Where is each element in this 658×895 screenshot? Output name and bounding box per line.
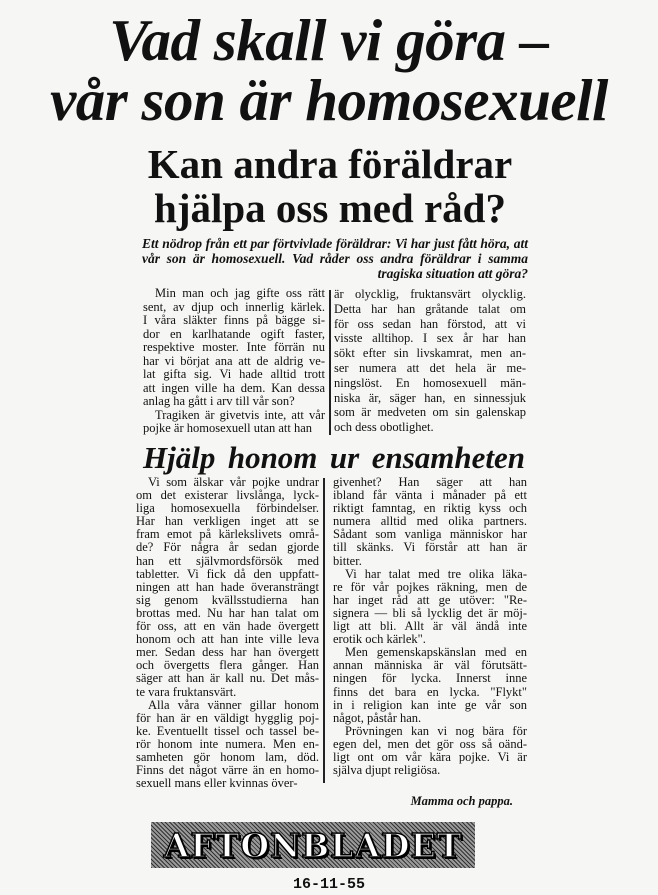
- subheadline-line-2: hjälpa oss med råd?: [154, 185, 506, 231]
- aftonbladet-masthead-logo: [151, 822, 475, 868]
- subheading: Hjälp honom ur ensamheten: [143, 440, 525, 475]
- text-line: Detta har han gråtande talat om: [334, 301, 526, 316]
- headline-line-2: vår son är homosexuell: [50, 67, 608, 133]
- text-line: ke. Eventuellt tissel och tassel be-: [136, 724, 319, 738]
- text-line: pojke är homosexuell utan att han: [143, 422, 313, 435]
- text-line: brottas med. Nu har han talat om: [136, 606, 319, 620]
- masthead-text: AFTONBLADET: [163, 825, 463, 865]
- text-line: in i religion kan inte ge vår son: [333, 698, 527, 712]
- text-line: te vara fruktansvärt.: [136, 685, 237, 699]
- text-line: riktigt famntag, en riktig kyss och: [333, 502, 527, 516]
- text-line: Har han verkligen inget att se: [136, 515, 319, 529]
- text-line: rör honom inte numera. Men en-: [136, 737, 319, 751]
- text-line: samheten gör honom lam, död.: [136, 750, 319, 764]
- column-rule: [323, 478, 325, 783]
- text-line: erotik och kärlek".: [333, 633, 426, 647]
- lead-paragraph: Ett nödrop från ett par förtvivlade föräldrar: Vi har just fått höra, att vår son är homosexuell. Vad råder oss andra föräldrar i samma tragiska situation att göra?: [142, 236, 528, 281]
- subheadline-line-1: Kan andra föräldrar: [147, 141, 513, 187]
- signature: Mamma och pappa.: [410, 794, 513, 808]
- text-line: dor en karlhatande ogift faster,: [143, 327, 325, 341]
- article-column: [143, 287, 325, 436]
- text-line: Min man och jag gifte oss rätt: [155, 287, 325, 300]
- text-line: honom och att han inte ville leva: [136, 633, 319, 647]
- text-line: liga homosexuella förbindelser.: [136, 502, 319, 516]
- text-line: han ett självmordsförsök med: [136, 554, 319, 568]
- text-line: som är medveten om sin galenskap: [334, 405, 526, 420]
- text-line: fram emot på kärlekslivets områ-: [136, 528, 319, 542]
- text-line: något, påstår han.: [333, 711, 422, 725]
- text-line: ningslöst. En homosexuell män-: [334, 375, 526, 390]
- text-line: respektive moster. Inte förrän nu: [143, 341, 325, 354]
- text-line: anlag ha gått i arv till vår son?: [143, 395, 295, 408]
- text-line: numera alltid med olika partners.: [333, 515, 527, 529]
- text-line: tabletter. Vi fick då den uppfatt-: [136, 567, 319, 581]
- text-line: mer. Sedan dess har han övergett: [136, 646, 319, 660]
- text-line: ligt att bli. Allt är väl ändå inte: [333, 620, 527, 634]
- column-rule: [329, 290, 331, 435]
- text-line: säger att han är kall nu. Det mås-: [136, 672, 319, 686]
- text-line: egen del, men det gör oss så oänd-: [333, 737, 527, 751]
- text-line: sent, av djup och innerlig kärlek.: [143, 300, 325, 314]
- text-line: har inget råd att ge utöver: "Re-: [333, 593, 527, 607]
- text-line: Tragiken är givetvis inte, att vår: [155, 408, 325, 422]
- text-line: Men gemenskapskänslan med en: [345, 646, 527, 660]
- text-line: finns det bara en lycka. "Flykt": [333, 685, 527, 699]
- publication-date: 16-11-55: [292, 876, 365, 893]
- article-column: [333, 476, 527, 777]
- text-line: signera — bli så lycklig det är möj-: [333, 606, 527, 620]
- text-line: ningen för lycka. Innerst inne: [333, 672, 527, 686]
- article-column: [334, 287, 526, 435]
- text-line: har vi börjat ana att de aldrig ve-: [143, 354, 325, 368]
- text-line: annan människa är väl förutsätt-: [333, 659, 527, 673]
- text-line: för han är en väldigt hygglig poj-: [136, 711, 319, 725]
- text-line: för oss, att en vän hade övergett: [136, 620, 319, 634]
- article-column: [136, 476, 319, 790]
- text-line: Vi har talat med tre olika läka-: [345, 567, 527, 581]
- text-line: lat gifta sig. Vi hade alltid trott: [143, 368, 325, 381]
- text-line: ligt ont om vår kära pojke. Vi är: [333, 750, 527, 764]
- text-line: att ingen ville ha dem. Kan dessa: [143, 381, 325, 395]
- text-line: I våra släkter finns på bägge si-: [143, 314, 325, 327]
- text-line: givenhet? Han säger att han: [333, 476, 527, 489]
- text-line: re för vår pojkes räkning, men de: [333, 580, 527, 594]
- text-line: om det existerar livslånga, lyck-: [136, 489, 319, 503]
- text-line: ningen att han hade överansträngt: [136, 580, 319, 594]
- text-line: själva djupt religiösa.: [333, 764, 441, 778]
- text-line: och övergetts flera gånger. Han: [136, 659, 319, 673]
- text-line: och dess obotlighet.: [334, 420, 434, 435]
- text-line: sökt efter sin livskamrat, men an-: [334, 346, 526, 361]
- text-line: Prövningen kan vi nog bära för: [345, 724, 527, 738]
- text-line: ser numera att det hela är me-: [334, 360, 526, 375]
- text-line: bitter.: [333, 554, 362, 568]
- text-line: sexuell mans eller kvinnas över-: [136, 777, 298, 791]
- headline-line-1: Vad skall vi göra –: [109, 7, 549, 73]
- text-line: till skänks. Vi förstår att han är: [333, 541, 527, 555]
- text-line: niska är, säger han, en sinnessjuk: [334, 390, 526, 405]
- text-line: sig genom kvällsstudierna han: [136, 593, 319, 607]
- text-line: för oss sedan han förstod, att vi: [334, 316, 526, 331]
- text-line: är olycklig, fruktansvärt olycklig.: [334, 287, 526, 301]
- text-line: Vi som älskar vår pojke undrar: [148, 476, 319, 489]
- text-line: de? För några år sedan gjorde: [136, 541, 319, 555]
- text-line: Finns det något värre än en homo-: [136, 764, 319, 778]
- text-line: Alla våra vänner gillar honom: [148, 698, 319, 712]
- text-line: ibland får vänta i månader på ett: [333, 489, 527, 503]
- text-line: visste alltihop. I sex år har han: [334, 331, 526, 346]
- text-line: Sådant som vanliga människor har: [333, 528, 527, 542]
